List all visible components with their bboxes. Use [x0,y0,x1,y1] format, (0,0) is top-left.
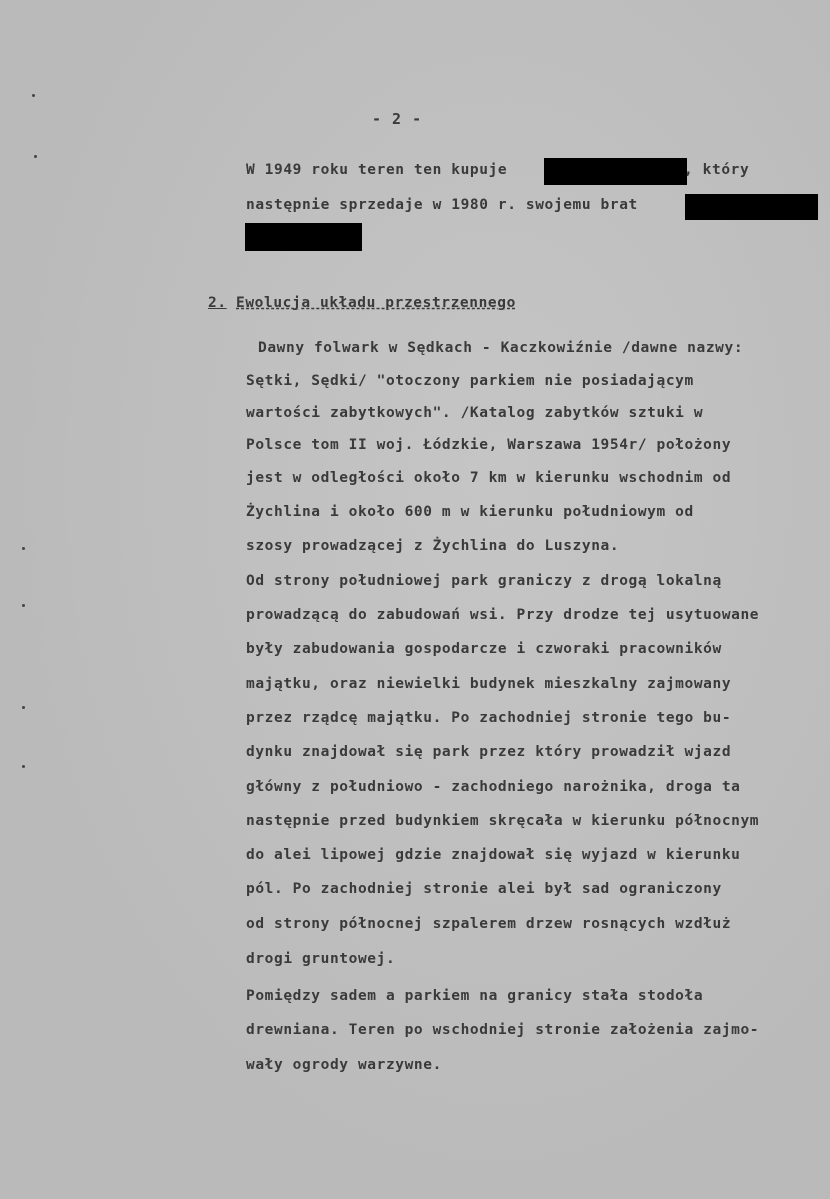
paragraph-line: jest w odległości około 7 km w kierunku wschodnim od [246,470,732,486]
page-number: - 2 - [372,110,423,128]
paragraph-line: od strony północnej szpalerem drzew rosnących wzdłuż [246,916,732,932]
paragraph-line: Od strony południowej park graniczy z drogą lokalną [246,573,722,589]
paragraph-line: wały ogrody warzywne. [246,1057,442,1073]
paragraph-line: wartości zabytkowych". /Katalog zabytków sztuki w [246,405,704,421]
paragraph-line: drewniana. Teren po wschodniej stronie założenia zajmo- [246,1022,760,1038]
paragraph-line: były zabudowania gospodarcze i czworaki pracowników [246,641,722,657]
paragraph-line: Sętki, Sędki/ "otoczony parkiem nie posiadającym [246,373,694,389]
scan-speck [22,604,25,607]
paragraph-line: przez rządcę majątku. Po zachodniej stronie tego bu- [246,710,732,726]
paragraph-line: prowadzącą do zabudowań wsi. Przy drodze tej usytuowane [246,607,760,623]
scan-speck [22,706,25,709]
scan-speck [34,155,37,158]
paragraph-line: szosy prowadzącej z Żychlina do Luszyna. [246,538,620,554]
paragraph-line: dynku znajdował się park przez który prowadził wjazd [246,744,732,760]
scan-speck [22,765,25,768]
scan-speck [32,94,35,97]
paragraph-line: Polsce tom II woj. Łódzkie, Warszawa 1954r/ położony [246,437,732,453]
paragraph-line: do alei lipowej gdzie znajdował się wyjazd w kierunku [246,847,741,863]
intro-line-1 [246,162,507,178]
scan-speck [22,547,25,550]
intro-line-1-end: , który [684,162,750,178]
section-heading [208,295,516,311]
intro-line-1-text: W 1949 roku teren ten kupuje [246,162,508,178]
redaction-box [245,223,362,251]
paragraph-line: pól. Po zachodniej stronie alei był sad ograniczony [246,881,722,897]
redaction-box [685,194,818,220]
paragraph-line: następnie przed budynkiem skręcała w kierunku północnym [246,813,760,829]
intro-line-2: następnie sprzedaje w 1980 r. swojemu brat [246,197,638,213]
paragraph-line: Żychlina i około 600 m w kierunku południowym od [246,504,694,520]
paragraph-line: drogi gruntowej. [246,951,396,967]
section-number: 2. [208,295,227,311]
paragraph-line: majątku, oraz niewielki budynek mieszkalny zajmowany [246,676,732,692]
paragraph-line: główny z południowo - zachodniego narożnika, droga ta [246,779,741,795]
paragraph-line: Dawny folwark w Sędkach - Kaczkowiźnie /dawne nazwy: [258,340,744,356]
paragraph-line: Pomiędzy sadem a parkiem na granicy stała stodoła [246,988,704,1004]
redaction-box [544,158,687,185]
section-title: Ewolucja układu przestrzennego [236,295,516,311]
